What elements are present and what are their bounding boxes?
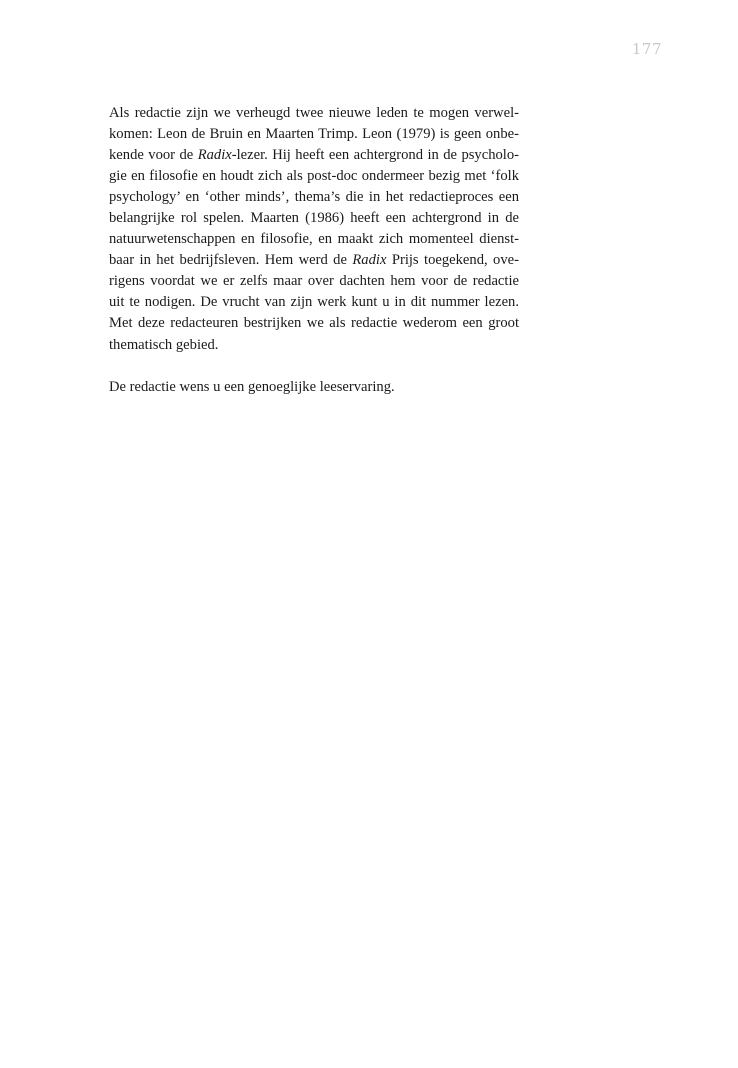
italic-term: Radix (197, 147, 232, 164)
text-line: komen: Leon de Bruin en Maarten Trimp. Leon (1979) is geen onbe- (109, 126, 519, 143)
text-line: kende voor de Radix-lezer. Hij heeft een achtergrond in de psycholo- (109, 147, 519, 164)
paragraph-editorial-members (109, 103, 519, 356)
paragraph-spacer (109, 356, 519, 377)
text-line: uit te nodigen. De vrucht van zijn werk kunt u in dit nummer lezen. (109, 294, 519, 311)
text-line: Als redactie zijn we verheugd twee nieuwe leden te mogen verwel- (109, 105, 519, 121)
text-line: psychology’ en ‘other minds’, thema’s die in het redactieproces een (109, 189, 519, 206)
text-line: rigens voordat we er zelfs maar over dachten hem voor de redactie (109, 273, 519, 290)
italic-term: Radix (352, 252, 387, 269)
page-number: 177 (631, 40, 662, 58)
text-line: Met deze redacteuren bestrijken we als redactie wederom een groot (109, 315, 519, 332)
text-line: gie en filosofie en houdt zich als post-doc ondermeer bezig met ‘folk (109, 168, 519, 185)
text-line: belangrijke rol spelen. Maarten (1986) heeft een achtergrond in de (109, 210, 519, 227)
text-line: thematisch gebied. (109, 336, 219, 353)
text-line: baar in het bedrijfsleven. Hem werd de Radix Prijs toegekend, ove- (109, 252, 519, 269)
body-text (109, 103, 519, 398)
paragraph-closing (109, 377, 519, 398)
text-line: natuurwetenschappen en filosofie, en maakt zich momenteel dienst- (109, 231, 519, 248)
text-line: De redactie wens u een genoeglijke leeservaring. (109, 378, 395, 395)
